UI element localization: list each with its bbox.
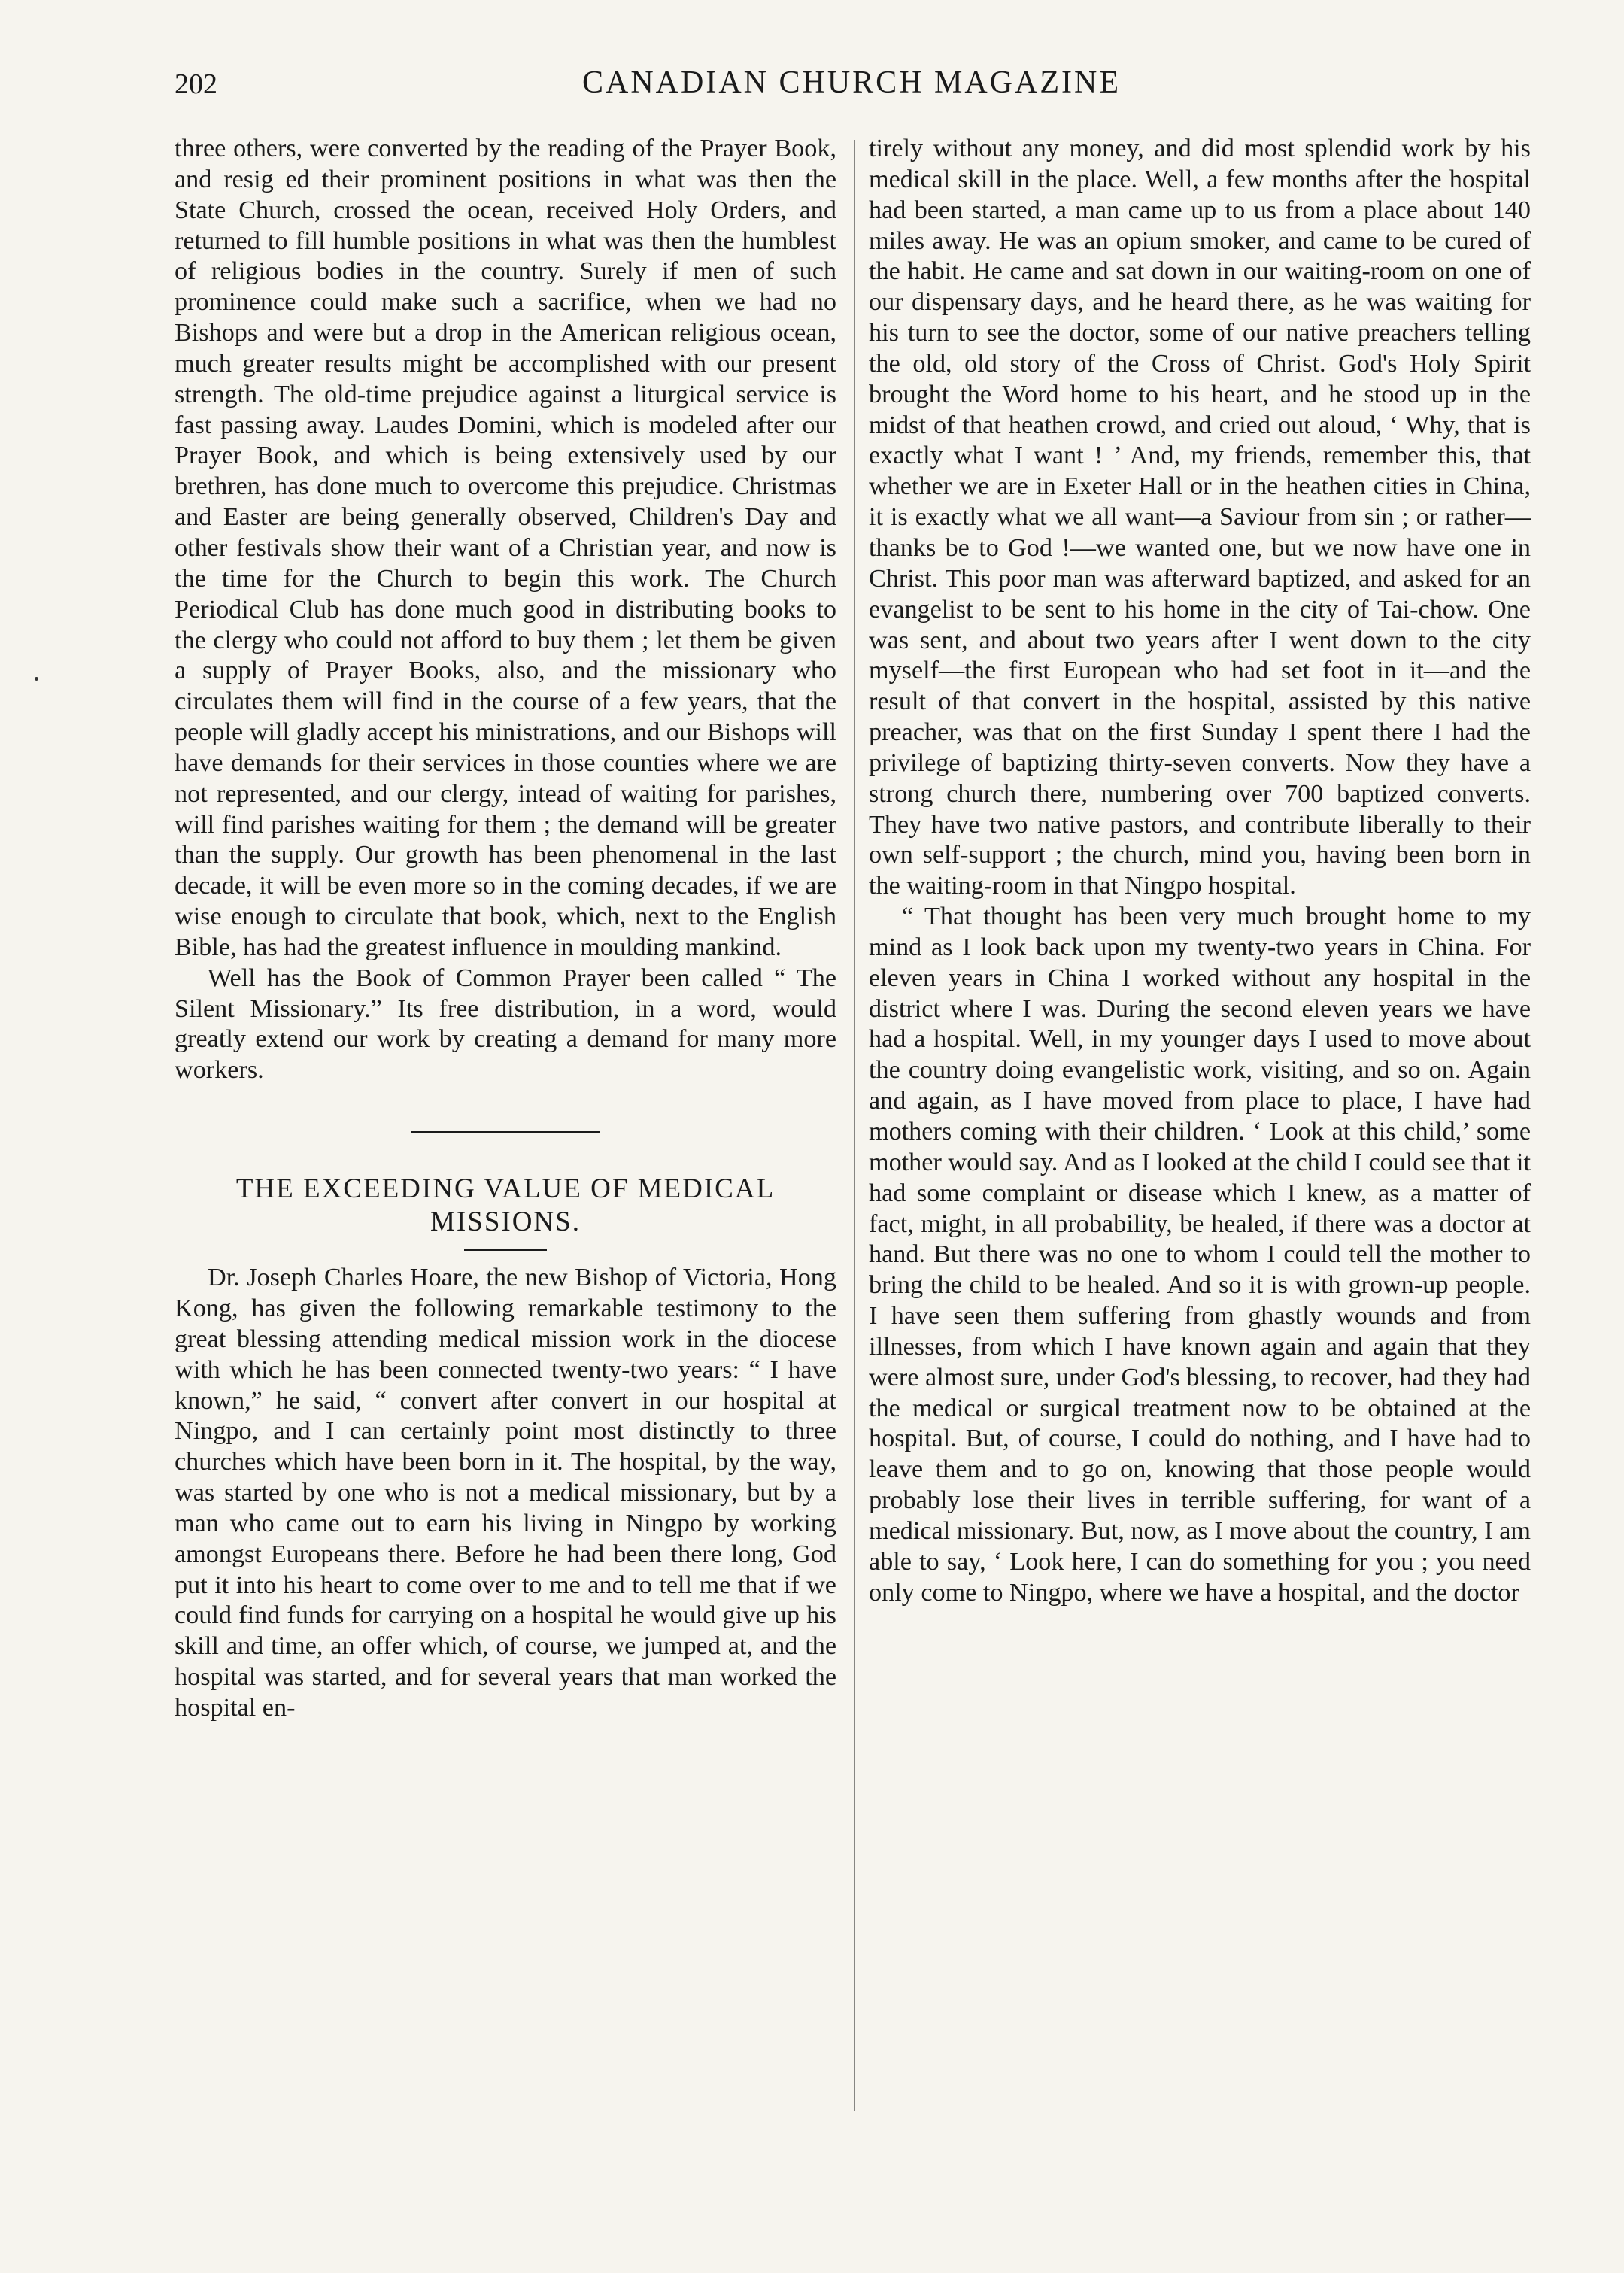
left-paragraph-3: Dr. Joseph Charles Hoare, the new Bishop of Victoria, Hong Kong, has given the following remarkable testimony to the great blessing attending medical mission work in the diocese with which he has been connected twenty-two years: “ I have known,” he said, “ convert after convert in our hospital at Ningpo, and I can certainly point most distinctly to three churches which have been born in it. The hospital, by the way, was started by one who is not a medical missionary, but by a man who came out to earn his living in Ningpo by working amongst Europeans there. Before he had been there long, God put it into his heart to come over to me and to tell me that if we could find funds for carrying on a hospital he would give up his skill and time, an offer which, of course, we jumped at, and the hospital was started, and for several years that man worked the hospital en-	[175, 1264, 836, 1722]
section-title: THE EXCEEDING VALUE OF MEDICAL MISSIONS.	[235, 1173, 776, 1238]
right-paragraph-1: tirely without any money, and did most splendid work by his medical skill in the place. Well, a few months after the hospital had been started, a man came up to us from a place about 140 miles away. He was an opium smoker, and came to be cured of the habit. He came and sat down in our waiting-room on one of our dispensary days, and he heard there, as he was waiting for his turn to see the doctor, some of our native preachers telling the old, old story of the Cross of Christ. God's Holy Spirit brought the Word home to his heart, and he stood up in the midst of that heathen crowd, and cried out aloud, ‘ Why, that is exactly what I want ! ’ And, my friends, remember this, that whether we are in Exeter Hall or in the heathen cities in China, it is exactly what we all want—a Saviour from sin ; or rather—thanks be to God !—we wanted one, but we now have one in Christ. This poor man was afterward baptized, and asked for an evangelist to be sent to his home in the city of Tai-chow. One was sent, and about two years after I went down to the city myself—the first European who had set foot in it—and the result of that convert in the hospital, assisted by this native preacher, was that on the first Sunday I spent there I had the privilege of baptizing thirty-seven converts. Now they have a strong church there, numbering over 700 baptized converts. They have two native pastors, and contribute liberally to their own self-support ; the church, mind you, having been born in the waiting-room in that Ningpo hospital.	[869, 135, 1531, 900]
left-paragraph-2: Well has the Book of Common Prayer been called “ The Silent Missionary.” Its free distribution, in a word, would greatly extend our work by creating a demand for many more workers.	[175, 964, 836, 1085]
title-underline	[464, 1249, 547, 1251]
running-title: CANADIAN CHURCH MAGAZINE	[582, 65, 1121, 100]
column-divider	[854, 140, 855, 2111]
section-divider	[411, 1131, 600, 1133]
right-column	[869, 134, 1531, 1609]
page-header	[175, 65, 1528, 120]
scan-speck	[35, 677, 38, 681]
left-paragraph-1: three others, were converted by the reading of the Prayer Book, and resig ed their prominent positions in what was then the State Church, crossed the ocean, received Holy Orders, and returned to fill humble positions in what was then the humblest of religious bodies in the country. Surely if men of such prominence could make such a sacrifice, when we had no Bishops and were but a drop in the American religious ocean, much greater results might be accomplished with our present strength. The old-time prejudice against a liturgical service is fast passing away. Laudes Domini, which is modeled after our Prayer Book, and which is being extensively used by our brethren, has done much to overcome this prejudice. Christmas and Easter are being generally observed, Children's Day and other festivals show their want of a Christian year, and now is the time for the Church to begin this work. The Church Periodical Club has done much good in distributing books to the clergy who could not afford to buy them ; let them be given a supply of Prayer Books, also, and the missionary who circulates them will find in the course of a few years, that the people will gladly accept his ministrations, and our Bishops will have demands for their services in those counties where we are not represented, and our clergy, intead of waiting for parishes, will find parishes waiting for them ; the demand will be greater than the supply. Our growth has been phenomenal in the last decade, it will be even more so in the coming decades, if we are wise enough to circulate that book, which, next to the English Bible, has had the greatest influence in moulding mankind.	[175, 135, 836, 961]
right-paragraph-2: “ That thought has been very much brought home to my mind as I look back upon my twenty-two years in China. For eleven years in China I worked without any hospital in the district where I was. During the second eleven years we have had a hospital. Well, in my younger days I used to move about the country doing evangelistic work, visiting, and so on. Again and again, as I have moved from place to place, I have had mothers coming with their children. ‘ Look at this child,’ some mother would say. And as I looked at the child I could see that it had some complaint or disease which I knew, as a matter of fact, might, in all probability, be healed, if there was a doctor at hand. But there was no one to whom I could tell the mother to bring the child to be healed. And so it is with grown-up people. I have seen them suffering from ghastly wounds and from illnesses, from which I have known again and again that they were almost sure, under God's blessing, to recover, had they had the medical or surgical treatment now to be obtained at the hospital. But, of course, I could do nothing, and I have had to leave them and to go on, knowing that those people would probably lose their lives in terrible suffering, for want of a medical missionary. But, now, as I move about the country, I am able to say, ‘ Look here, I can do something for you ; you need only come to Ningpo, where we have a hospital, and the doctor	[869, 903, 1531, 1607]
left-column	[175, 134, 836, 1724]
page-number: 202	[175, 68, 217, 100]
